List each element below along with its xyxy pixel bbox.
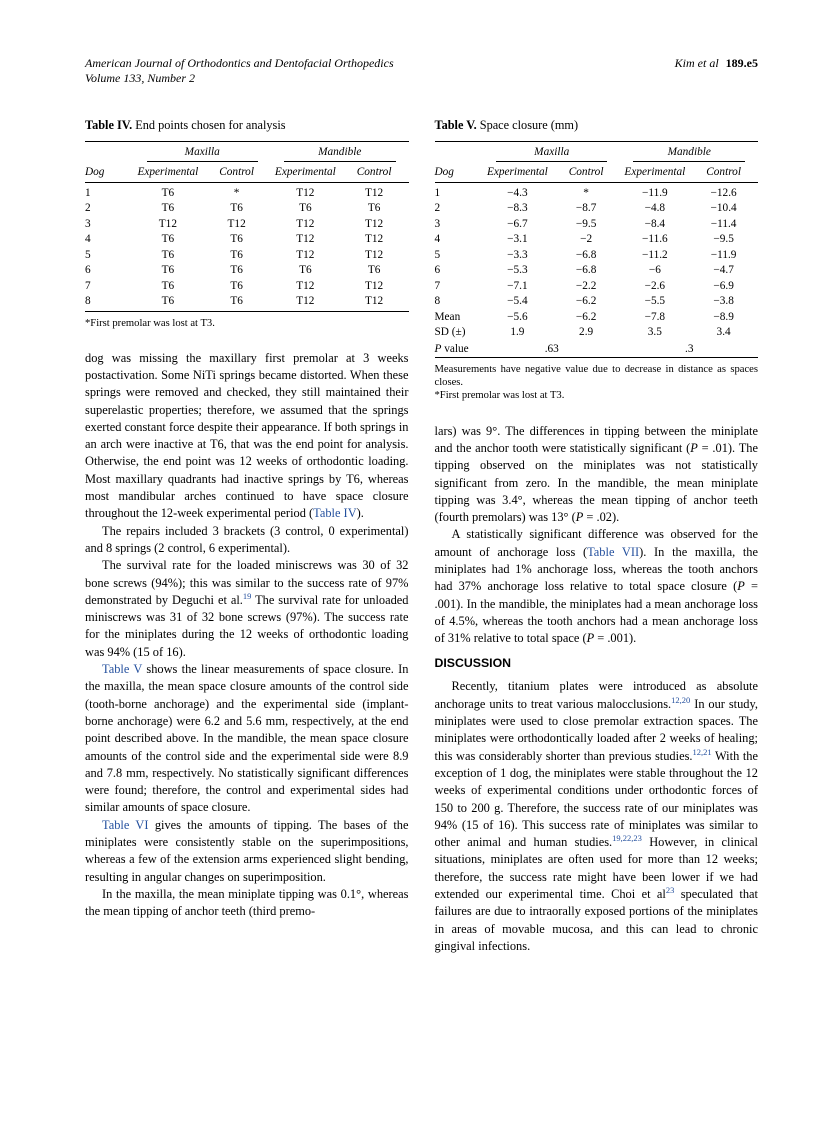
table-iv-title	[85, 118, 409, 133]
table-ref-link[interactable]: Table VI	[102, 817, 149, 832]
text-segment: However, in clinical situations, miniplates are often used for more than 12 weeks; therefore, the success rate might have been lower if we had extended our experimental time. Choi et al	[434, 835, 758, 902]
value-cell: −11.9	[641, 186, 668, 199]
table-v-caption: Space closure (mm)	[476, 118, 579, 132]
table-row	[85, 182, 409, 201]
table-ref-link[interactable]: Table IV	[313, 506, 357, 521]
value-cell: 3.5	[647, 326, 662, 338]
table-row	[435, 247, 759, 263]
row-label-cell: SD (±)	[434, 326, 466, 338]
value-cell: T6	[230, 295, 243, 307]
group-header-row	[85, 142, 409, 164]
table-v-body	[435, 182, 759, 342]
group-header-row	[435, 142, 759, 164]
value-cell: −7.8	[644, 310, 666, 323]
value-cell: −8.3	[507, 202, 528, 214]
table-row	[435, 263, 759, 279]
two-column-layout	[85, 118, 758, 955]
value-cell: *	[233, 186, 240, 199]
value-cell: T12	[296, 248, 315, 261]
text-segment: = .01). The tipping observed on the miniplates was not statistically significant from zero. In the mandible, the mean miniplate tipping was 3.4°, whereas the mean tipping of anchor teeth (fourth premolars) was 13° (	[434, 440, 758, 525]
value-cell: −5.6	[507, 310, 528, 323]
column-header-control: Control	[202, 163, 271, 182]
value-cell: T6	[367, 264, 381, 276]
row-label-cell: 4	[85, 233, 91, 245]
text-segment: The survival rate for unloaded miniscrews was 31 of 32 bone screws (97%). The success rate for the miniplates during the 12 weeks of orthodontic loading was 94% (15 of 16).	[85, 592, 409, 659]
value-cell: T6	[161, 279, 175, 292]
column-header-experimental: Experimental	[483, 163, 552, 182]
citation-link[interactable]: 19	[242, 590, 252, 601]
running-head	[675, 56, 758, 71]
value-cell: T6	[161, 295, 175, 307]
discussion-heading: DISCUSSION	[434, 656, 512, 671]
value-cell: T6	[161, 248, 175, 261]
value-cell: T12	[365, 279, 384, 292]
value-cell: −6.2	[575, 295, 597, 307]
value-cell: −8.9	[713, 310, 734, 323]
table-row	[85, 294, 409, 312]
text-segment: P	[586, 631, 595, 646]
value-cell: −6.9	[713, 279, 734, 292]
text-segment: Recently, titanium plates were introduced as absolute anchorage units to treat various malocclusions.	[434, 679, 758, 711]
pvalue-row	[435, 342, 759, 358]
text-segment: gives the amounts of tipping. The bases of the miniplates were consistently stable on the superimpositions, whereas a few of the extension arms experienced slight bending, resulting in angular changes on superimposition.	[85, 817, 409, 884]
row-label-cell: 6	[434, 264, 441, 276]
table-iv-footnotes	[85, 317, 409, 330]
value-cell: −9.5	[575, 217, 597, 230]
column-header-experimental: Experimental	[271, 163, 340, 182]
value-cell: *	[583, 186, 589, 199]
text-segment: speculated that failures are due to intraorally exposed portions of the miniplates in areas of movable mucosa, and this can lead to chronic gingival infections.	[434, 887, 758, 953]
citation-link[interactable]: 23	[665, 884, 675, 895]
table-iv	[85, 141, 409, 312]
value-cell: 1.9	[510, 326, 525, 338]
value-cell: −2	[580, 233, 593, 245]
text-segment: P	[690, 440, 698, 455]
row-label-cell: 3	[85, 217, 91, 230]
value-cell: −6	[648, 264, 661, 276]
value-cell: −8.7	[575, 202, 597, 214]
value-cell: −7.1	[507, 279, 528, 292]
row-label-cell: 3	[434, 217, 441, 230]
pvalue-label: P value	[434, 343, 469, 355]
page-number: 189.e5	[725, 56, 758, 70]
value-cell: −5.4	[507, 295, 528, 307]
table-footnote: *First premolar was lost at T3.	[434, 390, 565, 402]
row-label-cell: 1	[434, 186, 441, 199]
page-header	[85, 56, 758, 86]
table-row	[435, 278, 759, 294]
value-cell: T12	[365, 186, 384, 199]
table-iv-block	[85, 118, 409, 330]
column-header-control: Control	[552, 163, 621, 182]
column-header-experimental: Experimental	[620, 163, 689, 182]
citation-link[interactable]: 19,22,23	[612, 833, 642, 844]
table-v-label: Table V.	[434, 118, 477, 132]
text-segment: A statistically significant difference was observed for the amount of anchorage loss (	[434, 527, 758, 559]
table-row	[85, 216, 409, 232]
pvalue-mandible: .3	[685, 343, 694, 355]
row-label-cell: Mean	[434, 310, 461, 323]
text-segment: shows the linear measurements of space closure. In the maxilla, the mean space closure amounts of the control side (tooth-borne anchorage) and the experimental side (implant-borne anchorage) were 6.2 and 5.6 mm, respectively, at the end point described above. In the mandible, the mean space closure amounts of the control side and the experimental side were 8.9 and 7.8 mm, respectively. No statistically significant differences were found; therefore, the control and experimental sides had similar amounts of space closure.	[85, 662, 409, 815]
text-segment: P	[737, 579, 745, 594]
value-cell: −2.2	[575, 279, 597, 292]
group-header-maxilla: Maxilla	[134, 142, 271, 164]
left-column-text	[85, 350, 409, 921]
text-segment: = .001).	[594, 631, 637, 646]
text-segment: dog was missing the maxillary first premolar at 3 weeks postactivation. Some NiTi springs became distorted. When these springs were removed and checked, they still maintained their superelastic properties; therefore, we assumed that the springs exerted constant force despite their appearance. If both springs in an arch were inactive at T6, that was the end point for analysis. Otherwise, the end point was 12 weeks of orthodontic loading. Most maxillary quadrants had inactive springs by T6, whereas most mandibular arches continued to have space closure throughout the 12-week experimental period (	[85, 350, 409, 521]
value-cell: −3.1	[507, 233, 528, 245]
table-row	[435, 216, 759, 232]
value-cell: −6.8	[575, 248, 597, 261]
value-cell: T12	[296, 295, 315, 307]
table-iv-caption: End points chosen for analysis	[132, 118, 286, 132]
table-row	[435, 309, 759, 325]
column-header-dog: Dog	[435, 163, 484, 182]
text-segment: The repairs included 3 brackets (3 control, 0 experimental) and 8 springs (2 control, 6 experimental).	[85, 523, 409, 555]
table-v-block	[435, 118, 759, 403]
text-segment: P	[575, 510, 584, 525]
value-cell: −12.6	[710, 186, 737, 199]
value-cell: −6.2	[575, 310, 597, 323]
table-row	[85, 232, 409, 248]
value-cell: −4.7	[713, 264, 734, 276]
citation-link[interactable]: 12,20	[671, 694, 691, 705]
value-cell: −6.7	[507, 217, 528, 230]
table-row	[435, 294, 759, 310]
value-cell: T6	[161, 202, 175, 214]
text-segment: In our study, miniplates were used to close premolar extraction spaces. The miniplates were orthodontically loaded after 2 weeks of healing; this was considerably shorter than previous studies.	[434, 696, 758, 763]
value-cell: −11.4	[710, 217, 737, 230]
value-cell: T6	[161, 264, 175, 276]
value-cell: 3.4	[716, 326, 731, 338]
group-header-mandible: Mandible	[620, 142, 758, 164]
journal-info	[85, 56, 394, 86]
journal-title: American Journal of Orthodontics and Dentofacial Orthopedics	[85, 56, 394, 70]
value-cell: T6	[161, 233, 175, 245]
value-cell: −3.3	[507, 248, 528, 261]
column-header-experimental: Experimental	[134, 163, 203, 182]
value-cell: −11.2	[641, 248, 668, 261]
row-label-cell: 7	[434, 279, 441, 292]
row-label-cell: 5	[434, 248, 441, 261]
value-cell: T12	[158, 217, 177, 230]
citation-link[interactable]: 12,21	[692, 746, 712, 757]
table-ref-link[interactable]: Table V	[102, 662, 143, 677]
table-footnote: Measurements have negative value due to decrease in distance as spaces closes.	[434, 364, 758, 389]
table-iv-body	[85, 182, 409, 311]
row-label-cell: 8	[434, 295, 441, 307]
value-cell: −3.8	[713, 295, 734, 307]
text-segment: With the exception of 1 dog, the miniplates were stable throughout the 12 weeks of experimental conditions under orthodontic forces of 150 to 200 g. Therefore, the success rate of our miniplates was 94% (15 of 16). This success rate of miniplates was similar to other animal and human studies.	[434, 748, 758, 850]
column-header-dog: Dog	[85, 163, 134, 182]
text-segment: = .02).	[583, 510, 620, 525]
value-cell: T12	[296, 279, 315, 292]
paragraph	[85, 886, 409, 921]
column-header-row	[85, 163, 409, 182]
paragraph	[85, 661, 409, 817]
paragraph	[435, 678, 759, 955]
value-cell: T6	[230, 233, 243, 245]
row-label-cell: 1	[85, 186, 91, 199]
table-v	[435, 141, 759, 358]
value-cell: T12	[227, 217, 246, 230]
left-column	[85, 118, 409, 955]
value-cell: T12	[296, 186, 315, 199]
value-cell: T6	[230, 279, 243, 292]
value-cell: −9.5	[713, 233, 734, 245]
text-segment: ).	[356, 506, 364, 521]
text-segment: ). In the maxilla, the miniplates had 1% anchorage loss, whereas the tooth anchors had 37% anchorage loss relative to total space closure (	[434, 544, 758, 594]
value-cell: T12	[296, 233, 315, 245]
table-iv-label: Table IV.	[85, 118, 133, 132]
table-v-footnotes	[435, 363, 759, 403]
text-segment: lars) was 9°. The differences in tipping between the miniplate and the anchor tooth were statistically significant (	[434, 423, 758, 455]
value-cell: T6	[367, 202, 381, 214]
paragraph	[85, 350, 409, 523]
value-cell: T6	[230, 202, 243, 214]
value-cell: −8.4	[644, 217, 666, 230]
paragraph	[435, 423, 759, 527]
right-column-text-top	[435, 423, 759, 648]
row-label-cell: 8	[85, 295, 91, 307]
journal-issue: Volume 133, Number 2	[85, 71, 195, 85]
row-label-cell: 7	[85, 279, 91, 292]
empty-cell	[435, 142, 484, 164]
value-cell: −6.8	[575, 264, 597, 276]
table-footnote: *First premolar was lost at T3.	[85, 317, 215, 329]
paragraph	[435, 526, 759, 647]
right-column-text-bottom	[435, 678, 759, 955]
table-row	[85, 247, 409, 263]
paragraph	[85, 523, 409, 558]
table-row	[85, 201, 409, 217]
table-ref-link[interactable]: Table VII	[587, 544, 640, 559]
value-cell: T6	[161, 186, 175, 199]
value-cell: −10.4	[710, 202, 737, 214]
value-cell: −4.8	[644, 202, 666, 214]
value-cell: T12	[365, 295, 384, 307]
value-cell: T12	[365, 248, 384, 261]
row-label-cell: 5	[85, 248, 91, 261]
text-segment: The survival rate for the loaded miniscrews was 30 of 32 bone screws (94%); this was similar to the success rate of 97% demonstrated by Deguchi et al.	[85, 558, 409, 607]
column-header-control: Control	[689, 163, 758, 182]
text-segment: = .001). In the mandible, the miniplates had a mean anchorage loss of 4.5%, whereas the tooth anchors had a mean anchorage loss of 31% relative to total space (	[434, 579, 758, 646]
row-label-cell: 6	[85, 264, 91, 276]
paragraph	[85, 817, 409, 886]
value-cell: −2.6	[644, 279, 666, 292]
value-cell: −5.5	[644, 295, 666, 307]
value-cell: T6	[299, 264, 312, 276]
column-header-row	[435, 163, 759, 182]
value-cell: T6	[230, 248, 243, 261]
table-row	[85, 263, 409, 279]
table-row	[435, 201, 759, 217]
table-row	[435, 325, 759, 342]
value-cell: T12	[365, 233, 384, 245]
text-segment: In the maxilla, the mean miniplate tipping was 0.1°, whereas the mean tipping of anchor teeth (third premo-	[85, 886, 409, 919]
table-row	[435, 232, 759, 248]
value-cell: −11.9	[710, 248, 737, 261]
value-cell: 2.9	[579, 326, 594, 338]
value-cell: T6	[230, 264, 243, 276]
right-column	[435, 118, 759, 955]
group-header-maxilla: Maxilla	[483, 142, 620, 164]
column-header-control: Control	[340, 163, 409, 182]
paragraph	[85, 557, 409, 661]
row-label-cell: 4	[434, 233, 441, 245]
authors: Kim et al	[674, 56, 719, 70]
value-cell: −11.6	[641, 233, 668, 245]
table-row	[435, 182, 759, 201]
value-cell: T12	[365, 217, 384, 230]
row-label-cell: 2	[85, 202, 91, 214]
table-row	[85, 278, 409, 294]
group-header-mandible: Mandible	[271, 142, 409, 164]
pvalue-maxilla: .63	[544, 343, 559, 355]
empty-cell	[85, 142, 134, 164]
value-cell: T6	[299, 202, 312, 214]
value-cell: −4.3	[507, 186, 528, 199]
row-label-cell: 2	[434, 202, 441, 214]
value-cell: −5.3	[507, 264, 528, 276]
value-cell: T12	[296, 217, 315, 230]
table-v-title	[435, 118, 759, 133]
